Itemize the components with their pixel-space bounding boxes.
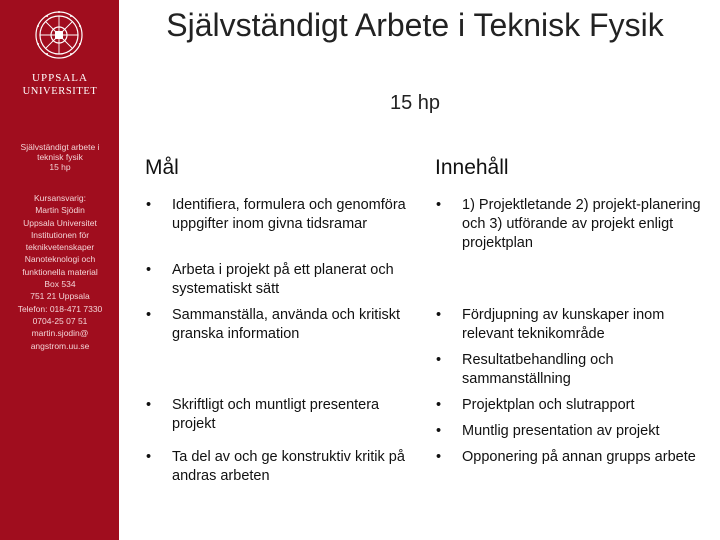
contact-line: Kursansvarig: (34, 193, 86, 203)
innehall-item-text: Projektplan och slutrapport (462, 397, 635, 413)
contact-info (4, 192, 116, 352)
innehall-heading: Innehåll (435, 156, 509, 179)
mal-item-text: Identifiera, formulera och genomföra uppgifter inom givna tidsramar (172, 197, 406, 232)
mal-item-text: Arbeta i projekt på ett planerat och systematiskt sätt (172, 262, 394, 297)
bullet-icon: • (436, 397, 442, 413)
logo-text-uppsala: UPPSALA (32, 72, 88, 84)
contact-line: Box 534 (44, 279, 76, 290)
course-name (4, 142, 116, 172)
contact-line: 0704-25 07 51 (32, 315, 88, 326)
mal-item-text: Sammanställa, använda och kritiskt granska information (172, 307, 401, 342)
bullet-icon: • (436, 423, 442, 439)
innehall-item-text: Fördjupning av kunskaper inom relevant teknikområde (462, 307, 665, 342)
contact-line: Martin Sjödin (35, 205, 85, 216)
innehall-item-text: 1) Projektletande 2) projekt-planering och 3) utförande av projekt enligt projektplan (462, 197, 701, 251)
contact-email: angstrom.uu.se (30, 340, 90, 351)
bullet-icon: • (146, 262, 152, 278)
logo-text-universitet: UNIVERSITET (22, 86, 98, 97)
mal-item-text: Skriftligt och muntligt presentera projekt (172, 397, 380, 432)
university-logo (10, 8, 110, 100)
university-seal-icon (34, 8, 84, 68)
mal-heading: Mål (145, 156, 179, 179)
bullet-icon: • (436, 352, 442, 368)
contact-line: Telefon: 018-471 7330 (17, 303, 103, 314)
course-name-line: Självständigt arbete i (20, 142, 100, 152)
contact-email: martin.sjodin@ (31, 328, 89, 339)
mal-item-text: Ta del av och ge konstruktiv kritik på andras arbeten (172, 449, 405, 484)
bullet-icon: • (146, 397, 152, 413)
sidebar (0, 0, 119, 540)
contact-line: funktionella material (22, 266, 98, 277)
innehall-item-text: Muntlig presentation av projekt (462, 423, 660, 439)
bullet-icon: • (146, 307, 152, 323)
course-name-line: teknisk fysik (37, 152, 83, 162)
course-name-line: 15 hp (49, 162, 71, 172)
contact-line: Nanoteknologi och (24, 254, 96, 265)
bullet-icon: • (436, 197, 442, 213)
bullet-icon: • (146, 197, 152, 213)
contact-line: Uppsala Universitet (23, 217, 97, 228)
contact-line: teknikvetenskaper (25, 242, 95, 253)
bullet-icon: • (436, 307, 442, 323)
slide-subtitle: 15 hp (389, 92, 441, 114)
slide-title: Självständigt Arbete i Teknisk Fysik (166, 7, 664, 43)
innehall-item-text: Opponering på annan grupps arbete (462, 449, 696, 465)
bullet-icon: • (146, 449, 152, 465)
bullet-icon: • (436, 449, 442, 465)
contact-line: Institutionen för (30, 229, 90, 240)
innehall-item-text: Resultatbehandling och sammanställning (462, 352, 614, 387)
contact-line: 751 21 Uppsala (30, 291, 90, 302)
